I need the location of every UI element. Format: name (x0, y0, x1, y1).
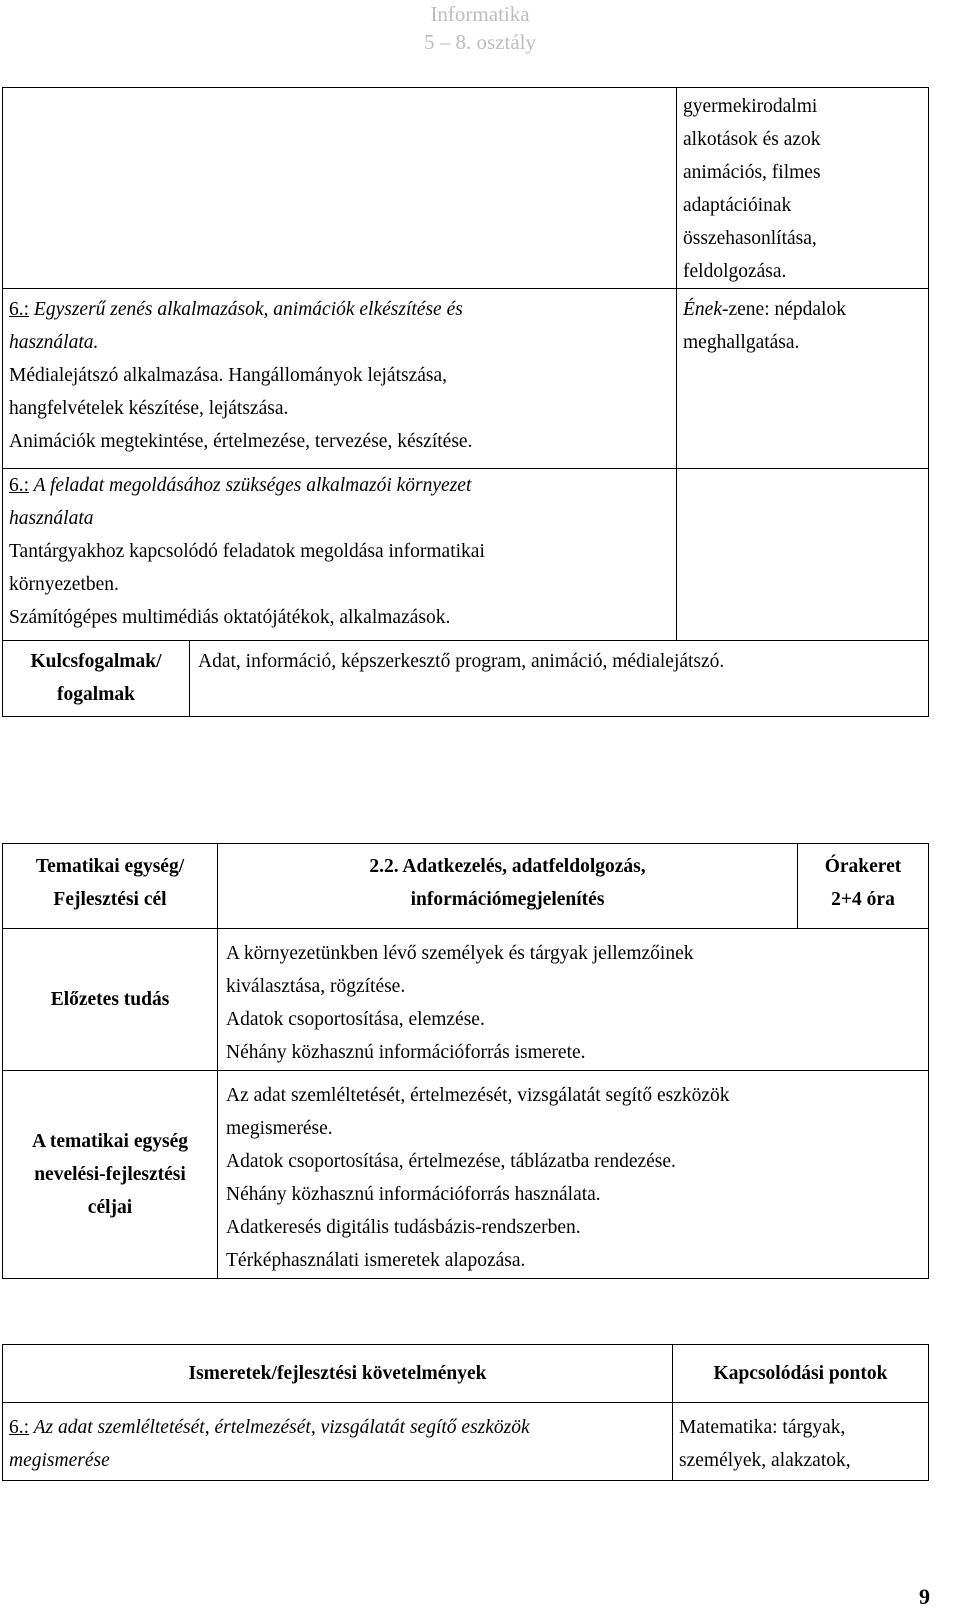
key-concepts-value: Adat, információ, képszerkesztő program, animáció, médialejátszó. (190, 641, 929, 717)
connection-line: Matematika: tárgyak, (679, 1417, 846, 1438)
prior-knowledge-cell (218, 929, 929, 1071)
goals-cell (218, 1071, 929, 1279)
goals-line: Adatok csoportosítása, értelmezése, táblázatba rendezése. (226, 1151, 676, 1172)
unit-title-cell (218, 844, 798, 929)
prior-line: Adatok csoportosítása, elemzése. (226, 1009, 485, 1030)
unit-label: Fejlesztési cél (53, 889, 167, 910)
connections-header: Kapcsolódási pontok (673, 1345, 929, 1403)
goals-line: Térképhasználati ismeretek alapozása. (226, 1250, 526, 1271)
hours-value: 2+4 óra (831, 889, 895, 910)
requirements-header: Ismeretek/fejlesztési követelmények (3, 1345, 673, 1403)
connection-line: adaptációinak (683, 195, 792, 216)
page-number: 9 (919, 1584, 930, 1609)
key-label-line: Kulcsfogalmak/ (30, 651, 162, 672)
connection-cell-top (677, 88, 929, 289)
block-number: 6.: (9, 1417, 30, 1438)
empty-cell (677, 469, 929, 641)
content-line: Számítógépes multimédiás oktatójátékok, alkalmazások. (9, 607, 451, 628)
goals-line: Adatkeresés digitális tudásbázis-rendszerben. (226, 1217, 581, 1238)
hours-label: Órakeret (824, 856, 902, 877)
connection-cell-mid (677, 289, 929, 469)
curriculum-table-continued (2, 87, 929, 717)
connection-cell (673, 1403, 929, 1481)
connection-line: animációs, filmes (683, 162, 821, 183)
connection-line: meghallgatása. (683, 332, 800, 353)
unit-label: Tematikai egység/ (35, 856, 185, 877)
connection-line: alkotások és azok (683, 129, 821, 150)
goals-label-line: A tematikai egység (32, 1131, 188, 1152)
content-line: Animációk megtekintése, értelmezése, tervezése, készítése. (9, 431, 473, 452)
goals-line: Az adat szemléltetését, értelmezését, vizsgálatát segítő eszközök (226, 1085, 730, 1106)
unit-title: információmegjelenítés (410, 889, 605, 910)
goals-line: megismerése. (226, 1118, 333, 1139)
content-line: Tantárgyakhoz kapcsolódó feladatok megoldása informatikai (9, 541, 485, 562)
goals-line: Néhány közhasznú információforrás használata. (226, 1184, 601, 1205)
block-number: 6.: (9, 475, 30, 496)
prior-knowledge-label: Előzetes tudás (3, 929, 218, 1071)
content-line: Médialejátszó alkalmazása. Hangállományok lejátszása, (9, 365, 448, 386)
content-line: környezetben. (9, 574, 119, 595)
connection-line: feldolgozása. (683, 261, 787, 282)
goals-label (3, 1071, 218, 1279)
requirement-cell (3, 1403, 673, 1481)
unit-label-cell (3, 844, 218, 929)
goals-label-line: nevelési-fejlesztési (34, 1164, 186, 1185)
prior-line: A környezetünkben lévő személyek és tárgyak jellemzőinek (226, 943, 694, 964)
prior-line: Néhány közhasznú információforrás ismerete. (226, 1042, 586, 1063)
requirements-table (2, 1344, 929, 1481)
thematic-unit-table (2, 843, 929, 1279)
header-grade: 5 – 8. osztály (424, 30, 536, 54)
block-number: 6.: (9, 299, 30, 320)
empty-cell (3, 88, 677, 289)
requirement-title: Az adat szemléltetését, értelmezését, vizsgálatát segítő eszközök (29, 1417, 530, 1438)
connection-line: gyermekirodalmi (683, 96, 818, 117)
block-title: Egyszerű zenés alkalmazások, animációk elkészítése és (29, 299, 463, 320)
subject-rest: -zene: népdalok (721, 299, 846, 320)
connection-line: személyek, alakzatok, (679, 1450, 851, 1471)
block-title: A feladat megoldásához szükséges alkalmazói környezet (29, 475, 472, 496)
prior-line: kiválasztása, rögzítése. (226, 976, 406, 997)
connection-line: összehasonlítása, (683, 228, 817, 249)
hours-cell (798, 844, 929, 929)
goals-label-line: céljai (87, 1197, 133, 1218)
content-line: hangfelvételek készítése, lejátszása. (9, 398, 289, 419)
subject-name: Ének (683, 299, 722, 320)
key-label-line: fogalmak (57, 684, 135, 705)
header-title: Informatika (430, 2, 530, 26)
block-title-cont: használata. (9, 332, 99, 353)
requirement-title-cont: megismerése (9, 1450, 110, 1471)
content-cell-1 (3, 289, 677, 469)
key-concepts-label (3, 641, 190, 717)
unit-title: 2.2. Adatkezelés, adatfeldolgozás, (369, 856, 646, 877)
content-cell-2 (3, 469, 677, 641)
block-title-cont: használata (9, 508, 94, 529)
